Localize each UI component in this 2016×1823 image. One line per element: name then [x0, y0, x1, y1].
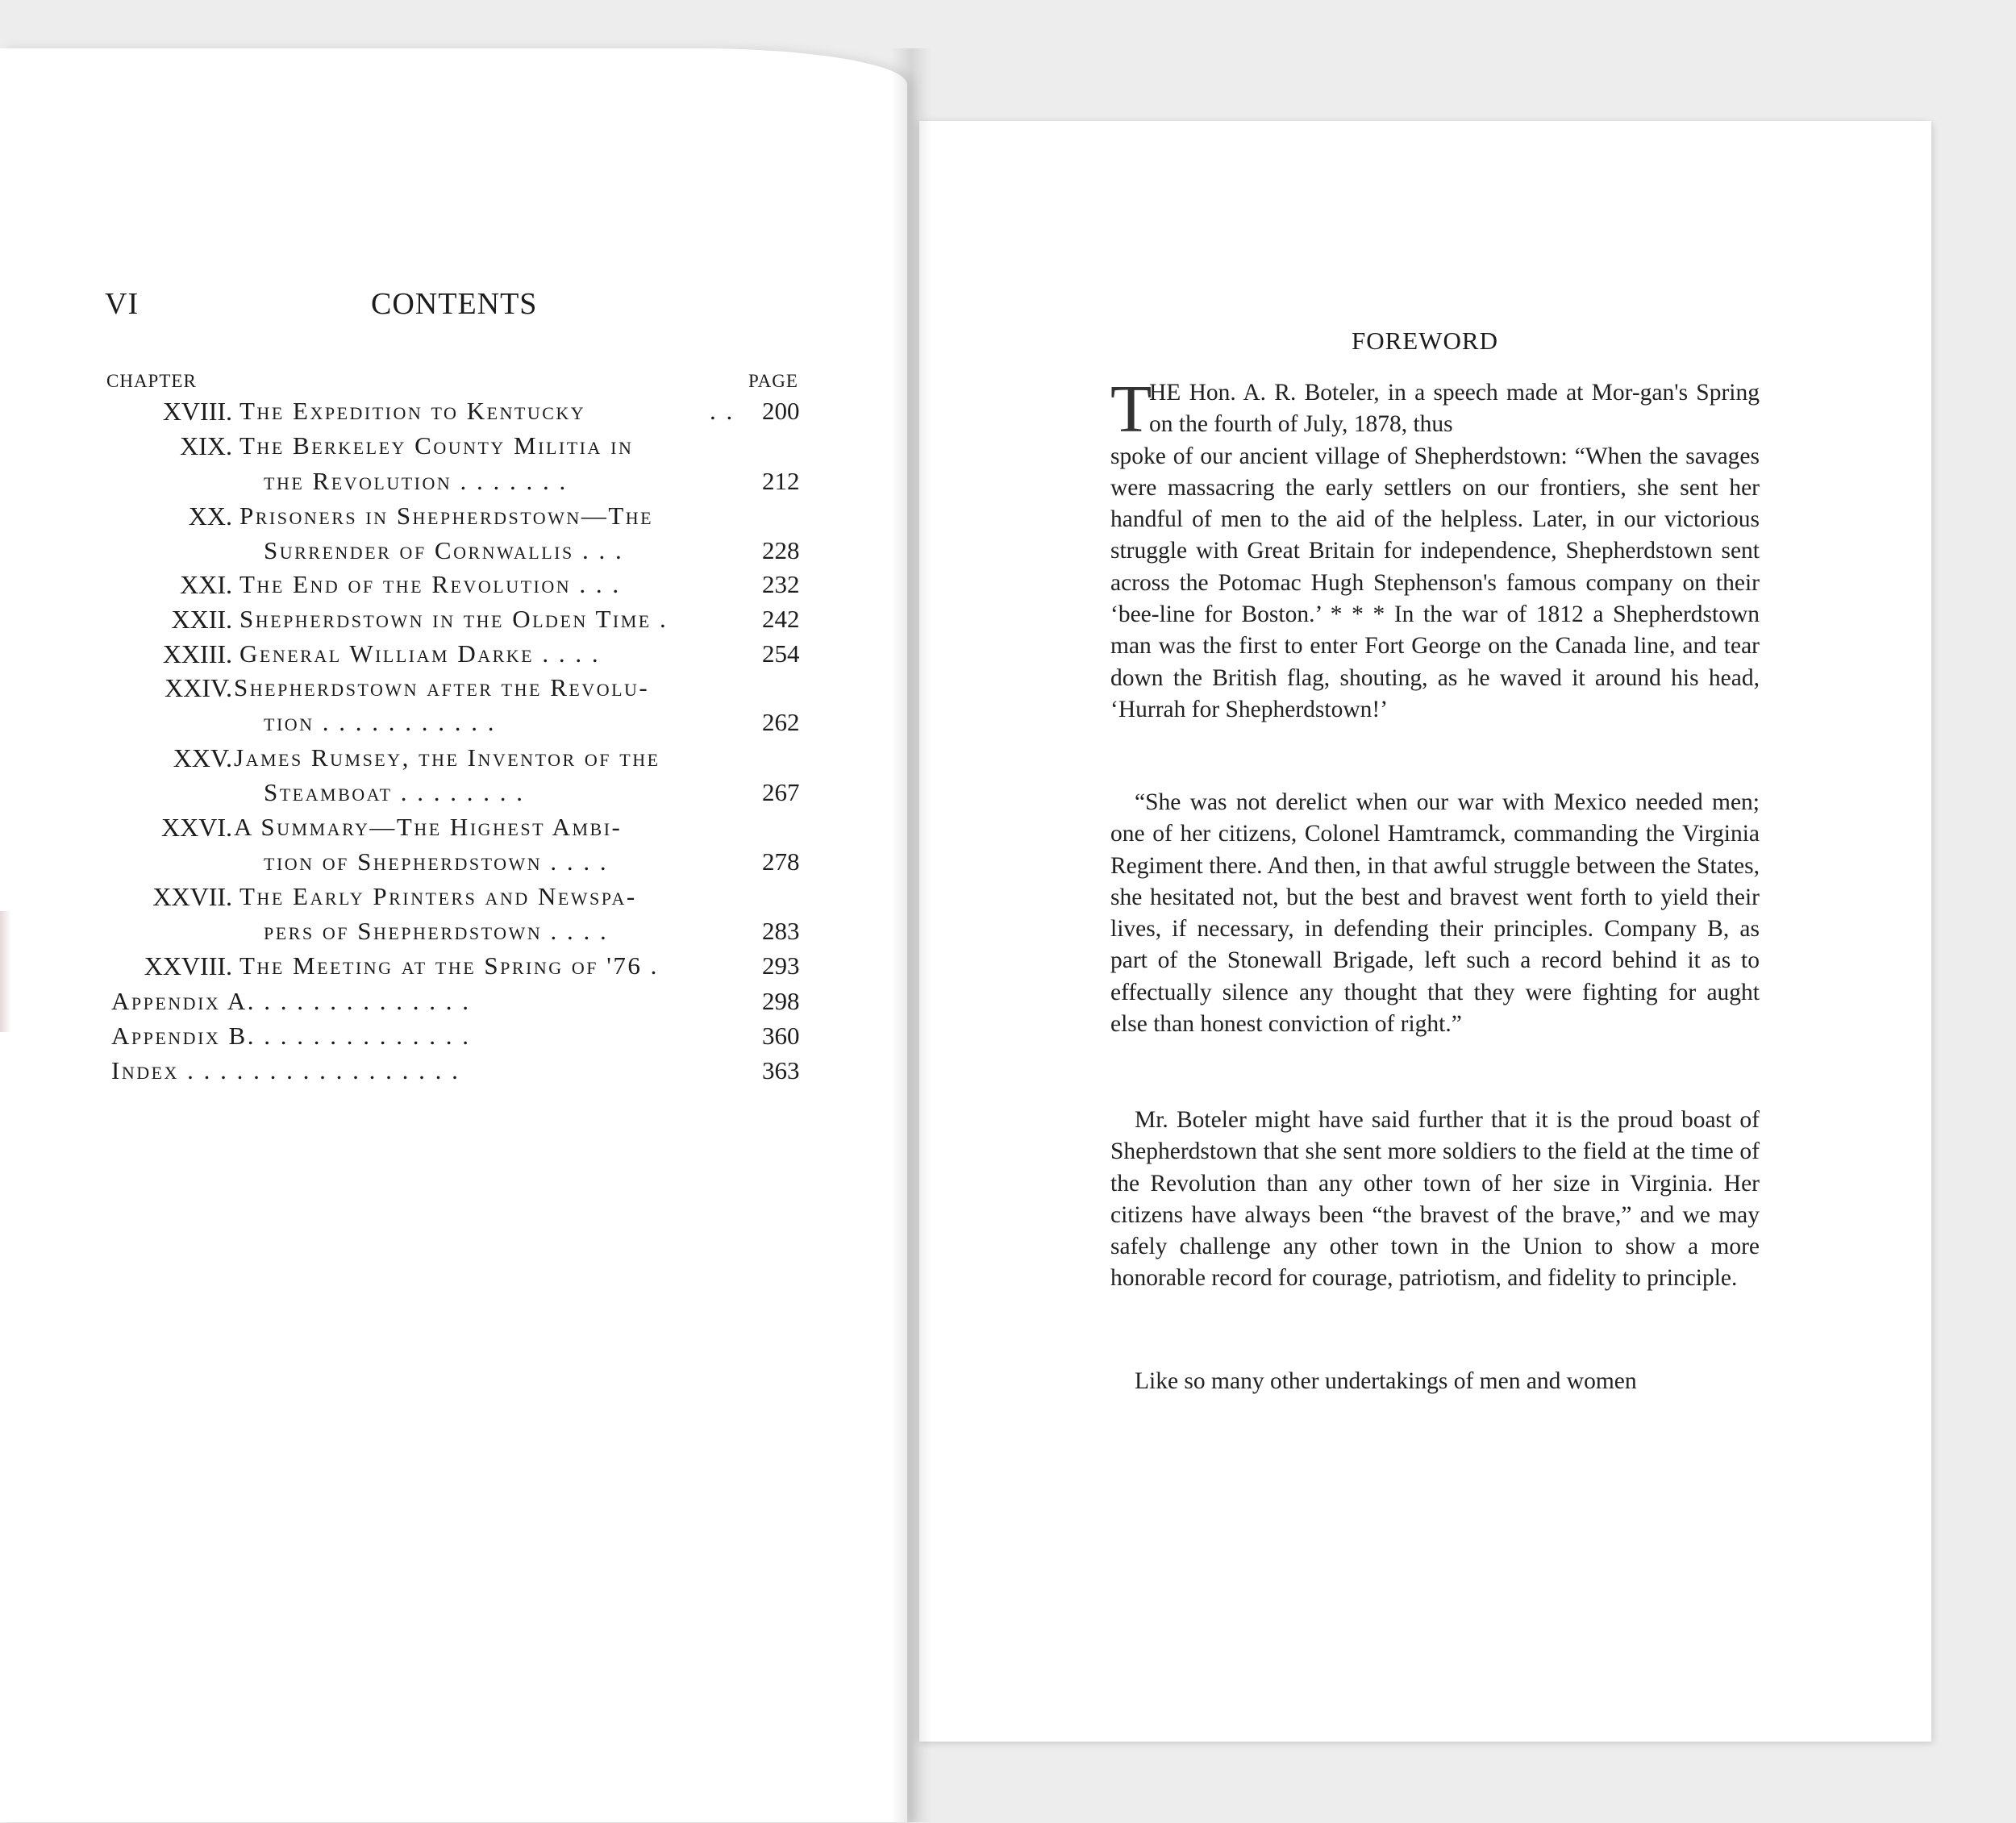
toc-chapter-title: A Summary—The Highest Ambi- [234, 813, 623, 841]
toc-page-number: 267 [762, 778, 800, 806]
foreword-paragraph-1 [1110, 372, 1760, 726]
toc-leader: . . [710, 397, 735, 425]
toc-page-number: 360 [762, 1022, 800, 1050]
toc-chapter-title-continued: tion . . . . . . . . . . . [264, 708, 497, 736]
toc-chapter-number: XXII. [171, 605, 232, 634]
toc-chapter-title: Prisoners in Shepherdstown—The [240, 502, 654, 530]
toc-chapter-title-continued: tion of Shepherdstown . . . . [264, 847, 609, 876]
book-gutter [891, 48, 931, 1822]
toc-chapter-title: General William Darke . . . . [240, 639, 601, 668]
toc-page-number: 232 [762, 570, 800, 598]
toc-page-number: 278 [762, 847, 800, 876]
toc-page-number: 228 [762, 536, 800, 564]
toc-chapter-title: The Early Printers and Newspa- [240, 882, 637, 910]
toc-chapter-title: Shepherdstown in the Olden Time . [240, 605, 669, 633]
toc-chapter-number: XVIII. [162, 397, 232, 426]
toc-page-number: 262 [762, 708, 800, 736]
toc-chapter-number: XXIV. [165, 673, 232, 702]
foreword-paragraph-4: Like so many other undertakings of men and women [1135, 1368, 1637, 1394]
toc-page-number: 293 [762, 951, 800, 980]
page-folio: VI [105, 287, 140, 321]
toc-chapter-number: XXVI. [161, 813, 232, 842]
toc-chapter-title-continued: Surrender of Cornwallis . . . [264, 536, 624, 564]
toc-index: Index . . . . . . . . . . . . . . . . . [111, 1056, 460, 1084]
toc-appendix-b: Appendix B. . . . . . . . . . . . . . [111, 1022, 471, 1050]
page-column-label: PAGE [748, 371, 798, 391]
toc-chapter-title: The Expedition to Kentucky [240, 397, 586, 425]
toc-chapter-title: The Berkeley County Militia in [240, 431, 634, 460]
paragraph-opening-lines: HE Hon. A. R. Boteler, in a speech made at Mor-gan's Spring on the fourth of July, 1878, thus [1149, 380, 1760, 438]
toc-chapter-number: XXI. [180, 570, 232, 599]
toc-page-number: 254 [762, 639, 800, 668]
toc-chapter-number: XX. [188, 502, 232, 531]
toc-chapter-number: XXVII. [152, 882, 232, 911]
chapter-column-label: CHAPTER [106, 371, 197, 391]
toc-page-number: 242 [762, 605, 800, 633]
toc-chapter-title-continued: Steamboat . . . . . . . . [264, 778, 525, 806]
toc-chapter-title: James Rumsey, the Inventor of the [234, 743, 660, 772]
toc-page-number: 363 [762, 1056, 800, 1084]
page-edge-shadow [0, 911, 11, 1032]
toc-chapter-title-continued: pers of Shepherdstown . . . . [264, 917, 609, 945]
foreword-paragraph-2: “She was not derelict when our war with Mexico needed men; one of her citizens, Colonel Hamtramck, commanding the Virginia Regiment there. And then, in that awful struggle between the States, she hesitated not, but the best and bravest went forth to yield their lives, if necessary, in defending their principles. Company B, as part of the Stonewall Brigade, left such a record behind it as to effectually silence any thought that they were fighting for aught else than honest conviction of right.” [1110, 789, 1760, 1038]
toc-page-number: 212 [762, 467, 800, 495]
contents-title: CONTENTS [371, 287, 538, 321]
toc-chapter-number: XXIII. [162, 639, 232, 668]
toc-appendix-a: Appendix A. . . . . . . . . . . . . . [111, 987, 471, 1015]
toc-chapter-number: XIX. [180, 431, 232, 460]
toc-chapter-title: The Meeting at the Spring of '76 . [240, 951, 659, 980]
toc-page-number: 283 [762, 917, 800, 945]
foreword-title: FOREWORD [1352, 327, 1498, 355]
toc-chapter-title: Shepherdstown after the Revolu- [234, 673, 650, 701]
toc-chapter-number: XXVIII. [144, 951, 232, 980]
toc-chapter-title-continued: the Revolution . . . . . . . [264, 467, 568, 495]
foreword-paragraph-3: Mr. Boteler might have said further that it is the proud boast of Shepherdstown that she sent more soldiers to the field at the time of the Revolution than any other town of her size in Virginia. Her citizens have always been “the bravest of the brave,” and we may safely challenge any other town in the Union to show a more honorable record for courage, patriotism, and fidelity to principle. [1110, 1107, 1760, 1292]
drop-cap: T [1110, 372, 1152, 447]
toc-page-number: 298 [762, 987, 800, 1015]
toc-chapter-title: The End of the Revolution . . . [240, 570, 621, 598]
toc-page-number: 200 [762, 397, 800, 425]
toc-chapter-number: XXV. [173, 743, 232, 772]
paragraph-text: spoke of our ancient village of Shepherdstown: “When the savages were massacring the early settlers on our frontiers, she sent her handful of men to the aid of the helpless. Later, in our victorious struggle with Great Britain for independence, Shepherdstown sent across the Potomac Hugh Stephenson's famous company on their ‘bee-line for Boston.’ * * * In the war of 1812 a Shepherdstown man was the first to enter Fort George on the Canada line, and tear down the British flag, shouting, as he waved it around his head, ‘Hurrah for Shepherdstown!’ [1110, 443, 1760, 722]
